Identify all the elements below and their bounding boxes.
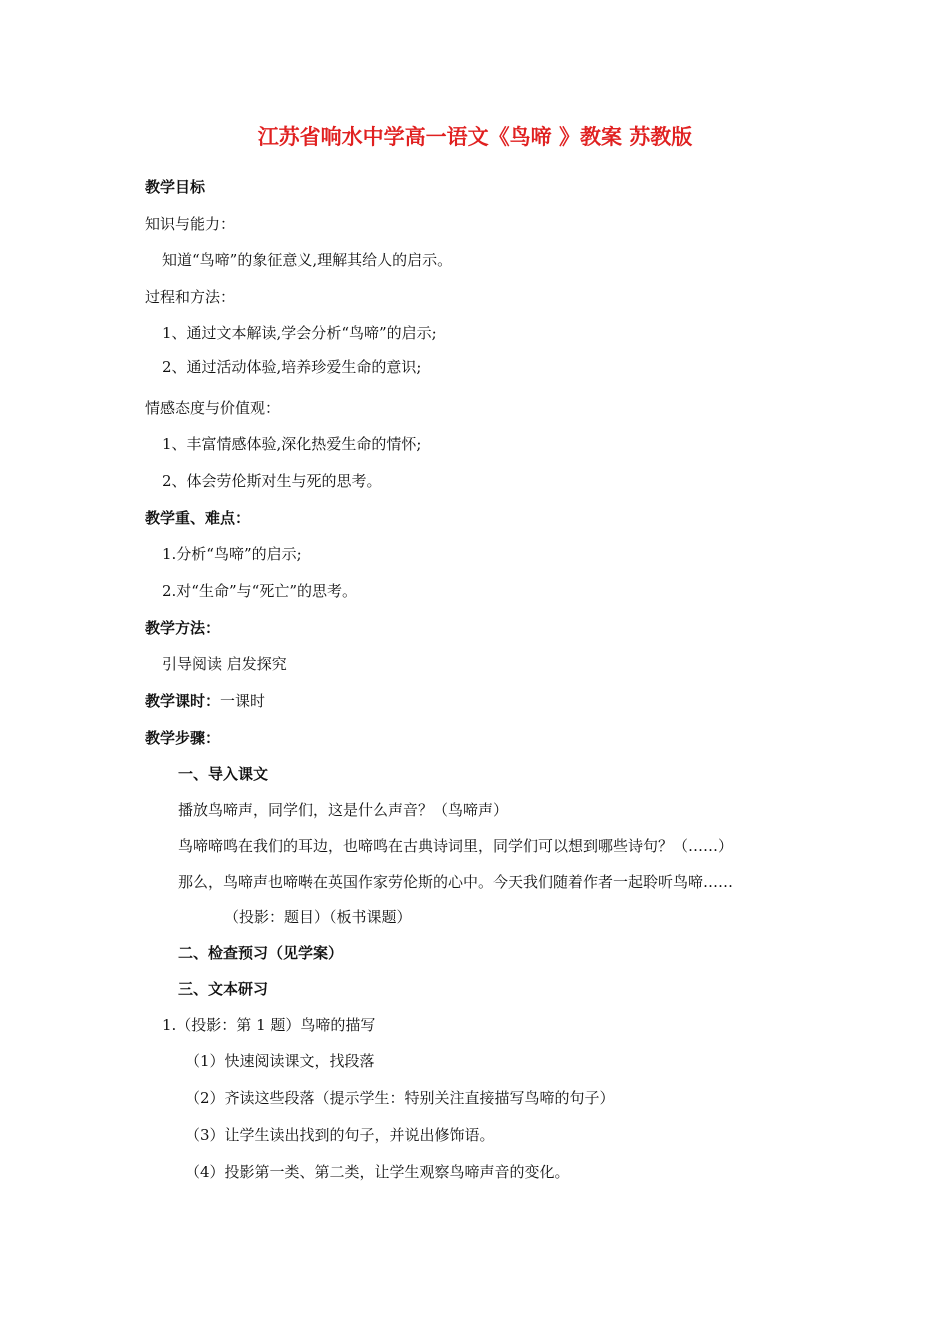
list-item: （1）快速阅读课文，找段落 (185, 1052, 375, 1070)
list-item: 1.分析“鸟啼”的启示; (162, 545, 302, 563)
list-item: 1.（投影：第 1 题）鸟啼的描写 (162, 1016, 376, 1034)
paragraph: 引导阅读 启发探究 (162, 655, 287, 673)
list-item: 2、体会劳伦斯对生与死的思考。 (162, 472, 382, 490)
list-item: （2）齐读这些段落（提示学生：特别关注直接描写鸟啼的句子） (185, 1089, 615, 1107)
list-item: 2.对“生命”与“死亡”的思考。 (162, 582, 357, 600)
subheading-knowledge: 知识与能力： (145, 215, 236, 233)
heading-class-hours: 教学课时： (145, 692, 221, 710)
paragraph: （投影：题目）（板书课题） (224, 908, 412, 926)
list-item: （4）投影第一类、第二类，让学生观察鸟啼声音的变化。 (185, 1163, 570, 1181)
class-hours-row (145, 690, 265, 712)
heading-steps: 教学步骤： (145, 729, 221, 747)
section-heading: 三、文本研习 (178, 980, 269, 998)
section-heading: 一、导入课文 (178, 765, 269, 783)
subheading-emotion: 情感态度与价值观： (145, 399, 281, 417)
class-hours-value: 一课时 (220, 692, 266, 710)
list-item: 2、通过活动体验,培养珍爱生命的意识; (162, 358, 422, 376)
paragraph: 知道“鸟啼”的象征意义,理解其给人的启示。 (162, 251, 453, 269)
list-item: （3）让学生读出找到的句子，并说出修饰语。 (185, 1126, 495, 1144)
paragraph: 播放鸟啼声，同学们，这是什么声音？（鸟啼声） (178, 801, 509, 819)
heading-key-points: 教学重、难点： (145, 509, 251, 527)
heading-methods: 教学方法： (145, 619, 221, 637)
document-title: 江苏省响水中学高一语文《鸟啼 》教案 苏教版 (257, 125, 693, 149)
heading-teaching-goals: 教学目标 (145, 178, 206, 196)
section-heading: 二、检查预习（见学案） (178, 944, 344, 962)
list-item: 1、丰富情感体验,深化热爱生命的情怀; (162, 435, 422, 453)
paragraph: 鸟啼啼鸣在我们的耳边，也啼鸣在古典诗词里，同学们可以想到哪些诗句？（……） (178, 837, 734, 855)
subheading-process: 过程和方法： (145, 288, 236, 306)
paragraph: 那么，鸟啼声也啼啭在英国作家劳伦斯的心中。今天我们随着作者一起聆听鸟啼…… (178, 873, 734, 891)
list-item: 1、通过文本解读,学会分析“鸟啼”的启示; (162, 324, 437, 342)
